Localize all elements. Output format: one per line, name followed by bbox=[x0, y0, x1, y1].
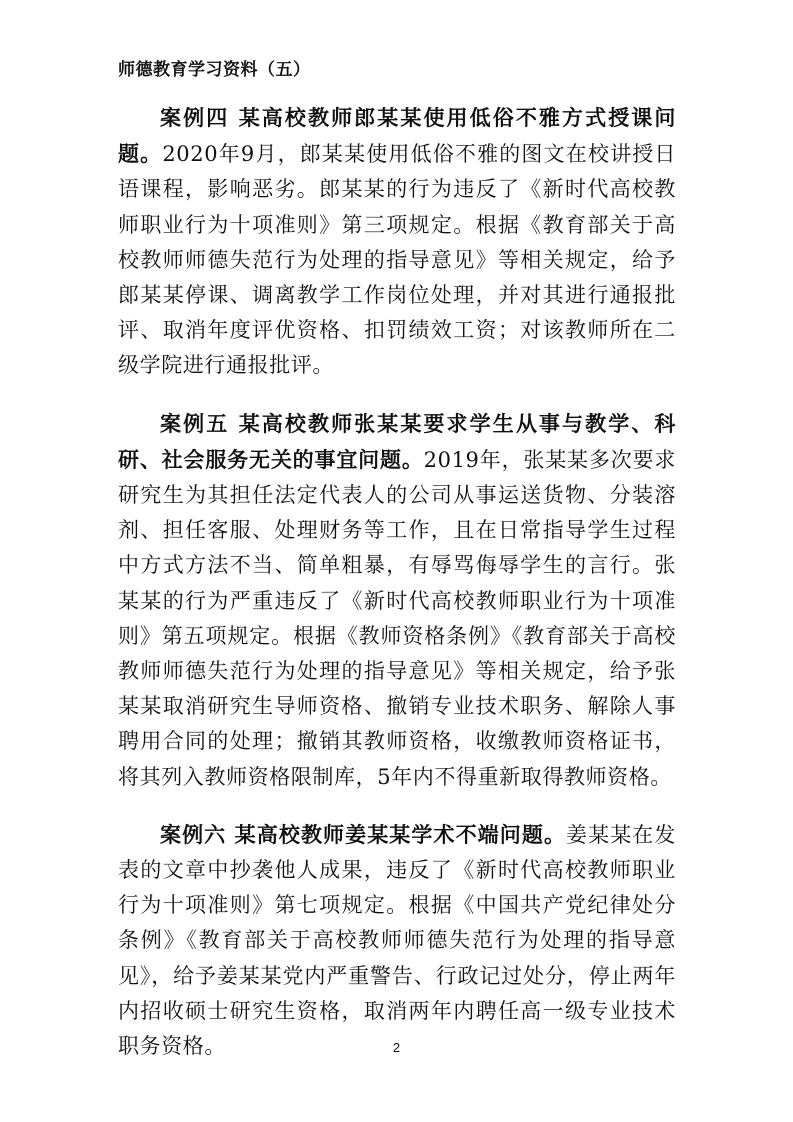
case-paragraph-6 bbox=[118, 817, 676, 1064]
case-paragraph-4 bbox=[118, 100, 676, 384]
case-paragraph-5 bbox=[118, 406, 676, 795]
case-title-5: 案例五 某高校教师张某某要求学生从事与教学、科研、社会服务无关的事宜问题。 bbox=[118, 410, 676, 472]
case-body-5: 2019年，张某某多次要求研究生为其担任法定代表人的公司从事运送货物、分装溶剂、担任客服、处理财务等工作，且在日常指导学生过程中方式方法不当、简单粗暴，有辱骂侮辱学生的言行。张某某的行为严重违反了《新时代高校教师职业行为十项准则》第五项规定。根据《教师资格条例》《教育部关于高校教师师德失范行为处理的指导意见》等相关规定，给予张某某取消研究生导师资格、撤销专业技术职务、解除人事聘用合同的处理；撤销其教师资格，收缴教师资格证书，将其列入教师资格限制库，5年内不得重新取得教师资格。 bbox=[118, 447, 676, 789]
case-body-6: 姜某某在发表的文章中抄袭他人成果，违反了《新时代高校教师职业行为十项准则》第七项规定。根据《中国共产党纪律处分条例》《教育部关于高校教师师德失范行为处理的指导意见》，给予姜某某党内严重警告、行政记过处分，停止两年内招收硕士研究生资格，取消两年内聘任高一级专业技术职务资格。 bbox=[118, 822, 676, 1059]
case-body-4: 2020年9月，郎某某使用低俗不雅的图文在校讲授日语课程，影响恶劣。郎某某的行为违反了《新时代高校教师职业行为十项准则》第三项规定。根据《教育部关于高校教师师德失范行为处理的指导意见》等相关规定，给予郎某某停课、调离教学工作岗位处理，并对其进行通报批评、取消年度评优资格、扣罚绩效工资；对该教师所在二级学院进行通报批评。 bbox=[118, 142, 677, 378]
document-body bbox=[118, 100, 676, 1086]
page-number: 2 bbox=[392, 1040, 401, 1055]
case-title-4: 案例四 某高校教师郎某某使用低俗不雅方式授课问题。 bbox=[118, 105, 676, 167]
document-header: 师德教育学习资料（五） bbox=[118, 60, 311, 80]
case-title-6: 案例六 某高校教师姜某某学术不端问题。 bbox=[160, 821, 567, 847]
